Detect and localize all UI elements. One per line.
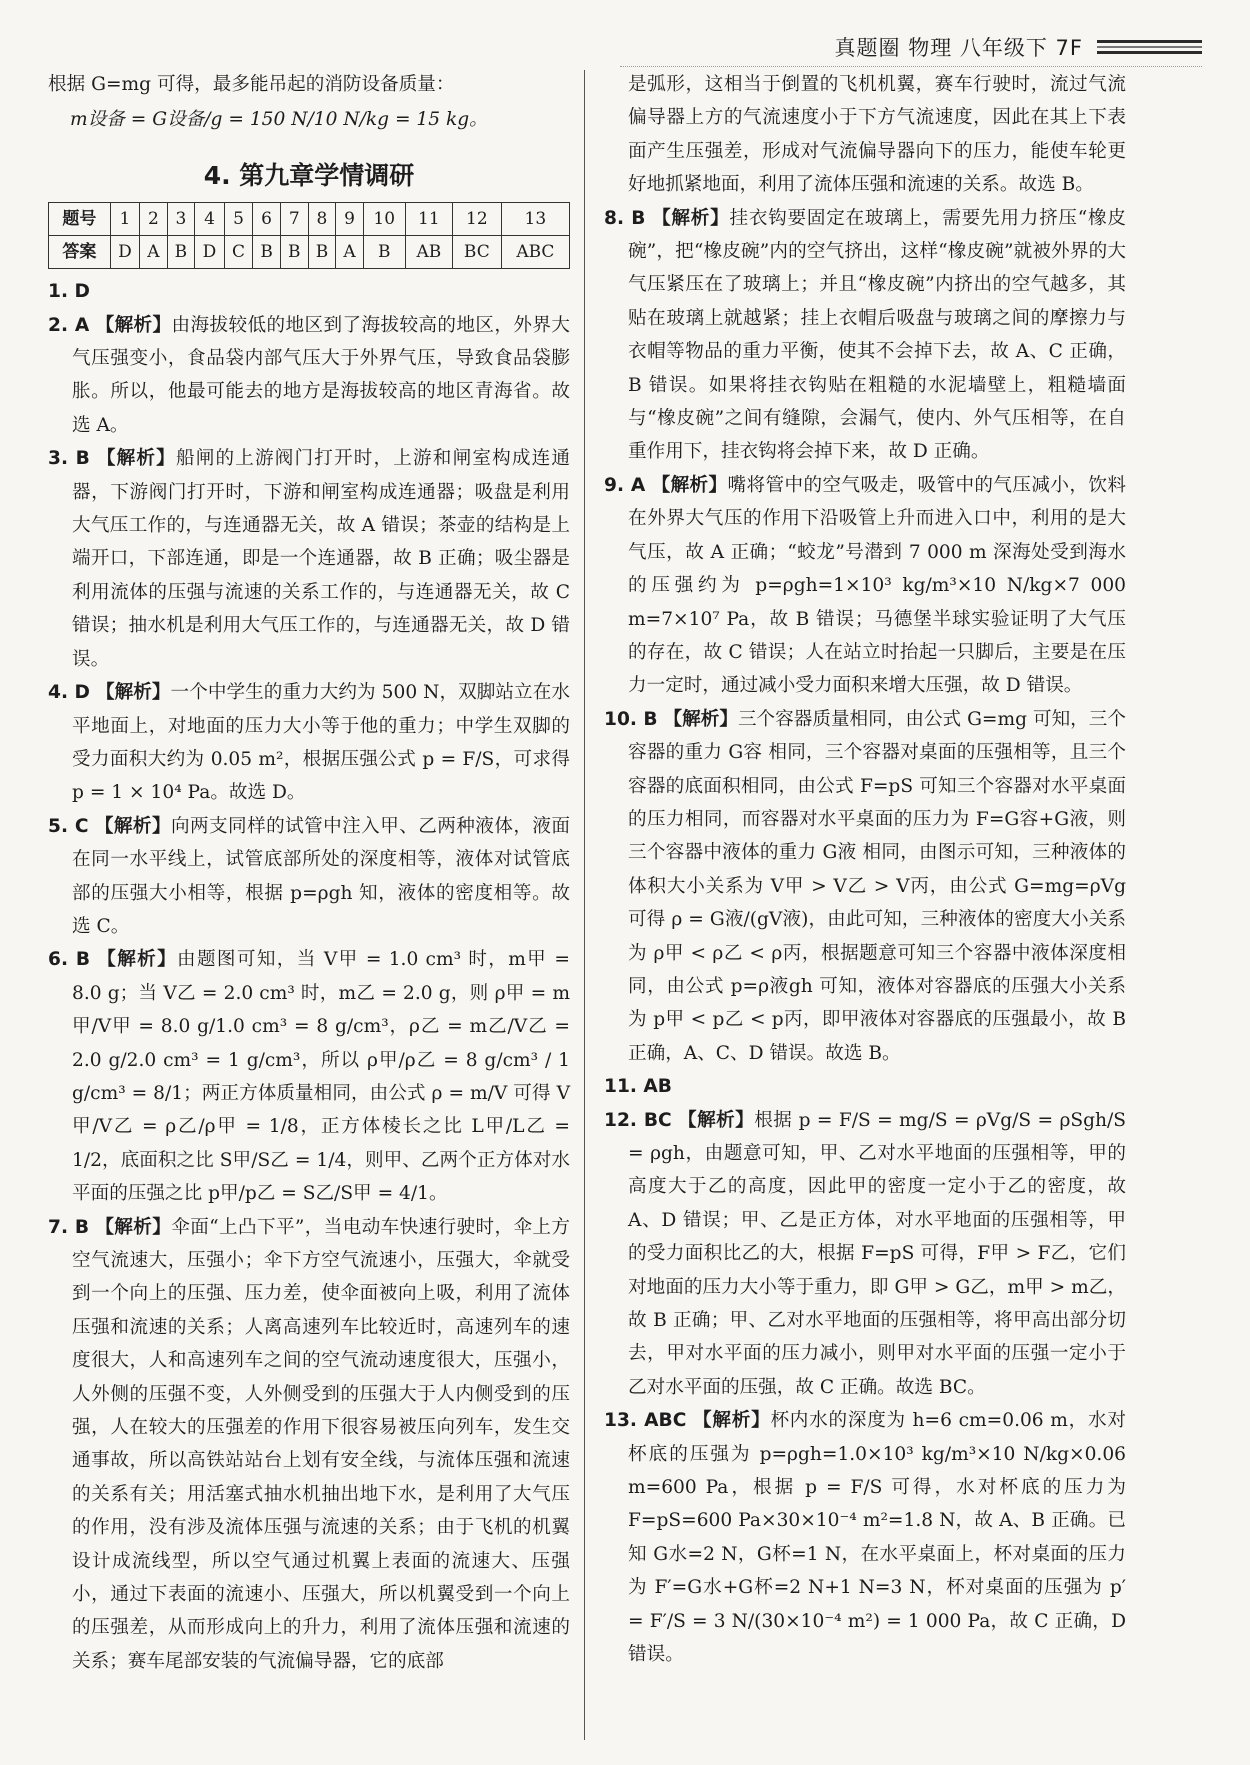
analysis-tag: 【解析】 <box>678 1109 755 1131</box>
question-number: 8. B <box>604 207 646 229</box>
question-number: 12. BC <box>604 1109 672 1131</box>
analysis-text: 向两支同样的试管中注入甲、乙两种液体，液面在同一水平线上，试管底部所处的深度相等，液体对试管底部的压强大小相等，根据 p=ρgh 知，液体的密度相等。故选 C。 <box>72 815 570 937</box>
answer-13 <box>604 1404 1126 1671</box>
page-header <box>620 30 1202 64</box>
header-rule <box>620 66 1202 67</box>
table-cell: 12 <box>452 203 501 236</box>
table-cell: B <box>253 236 281 269</box>
table-cell: A <box>140 236 167 269</box>
table-cell: D <box>110 236 140 269</box>
table-cell: 13 <box>501 203 569 236</box>
answer-6 <box>48 943 570 1210</box>
table-cell: 3 <box>167 203 195 236</box>
table-cell: 4 <box>195 203 225 236</box>
answer-12 <box>604 1104 1126 1405</box>
table-cell: D <box>195 236 225 269</box>
analysis-tag: 【解析】 <box>96 448 176 470</box>
table-cell: AB <box>405 236 452 269</box>
table-row-numbers <box>49 203 570 236</box>
answer-1: 1. D <box>48 281 90 303</box>
table-cell: 10 <box>363 203 405 236</box>
left-column <box>48 68 570 1678</box>
answer-8 <box>604 202 1126 469</box>
table-cell: C <box>224 236 253 269</box>
table-header-number: 题号 <box>49 203 111 236</box>
answer-4 <box>48 676 570 810</box>
analysis-text: 杯内水的深度为 h=6 cm=0.06 m，水对杯底的压强为 p=ρgh=1.0×10³ kg/m³×10 N/kg×0.06 m=600 Pa，根据 p = F/S 可得，水对杯底的压力为 F=pS=600 Pa×30×10⁻⁴ m²=1.8 N，故 A、B 正确。已知 G水=2 N，G杯=1 N，在水平桌面上，杯对桌面的压力为 F′=G水+G杯=2 N+1 N=3 N，杯对桌面的压强为 p′ = F′/S = 3 N/(30×10⁻⁴ m²) = 1 000 Pa，故 C 正确，D 错误。 <box>628 1410 1126 1666</box>
table-cell: 1 <box>110 203 140 236</box>
table-cell: ABC <box>501 236 569 269</box>
question-number: 4. D <box>48 682 90 704</box>
mass-formula: m设备 = G设备/g = 150 N/10 N/kg = 15 kg。 <box>70 109 488 131</box>
table-cell: B <box>167 236 195 269</box>
question-number: 10. B <box>604 708 658 730</box>
analysis-tag: 【解析】 <box>663 708 738 730</box>
answer-9 <box>604 469 1126 703</box>
answer-7 <box>48 1211 570 1679</box>
question-number: 6. B <box>48 949 90 971</box>
table-row-answers <box>49 236 570 269</box>
table-cell: 9 <box>336 203 363 236</box>
table-cell: 6 <box>253 203 281 236</box>
table-cell: B <box>308 236 336 269</box>
analysis-text: 船闸的上游阀门打开时，上游和闸室构成连通器，下游阀门打开时，下游和闸室构成连通器；吸盘是利用大气压工作的，与连通器无关，故 A 错误；茶壶的结构是上端开口，下部连通，即是一个连通器，故 B 正确；吸尘器是利用流体的压强与流速的关系工作的，与连通器无关，故 C 错误；抽水机是利用大气压工作的，与连通器无关，故 D 错误。 <box>72 448 570 670</box>
analysis-tag: 【解析】 <box>95 314 172 336</box>
question-number: 13. ABC <box>604 1410 687 1432</box>
answer-2 <box>48 309 570 443</box>
table-cell: 11 <box>405 203 452 236</box>
right-column <box>604 68 1126 1672</box>
header-bars-decoration <box>1097 37 1202 57</box>
analysis-text: 由海拔较低的地区到了海拔较高的地区，外界大气压强变小，食品袋内部气压大于外界气压，导致食品袋膨胀。所以，他最可能去的地方是海拔较高的地区青海省。故选 A。 <box>72 314 570 436</box>
analysis-text: 三个容器质量相同，由公式 G=mg 可知，三个容器的重力 G容 相同，三个容器对桌面的压强相等，且三个容器的底面积相同，由公式 F=pS 可知三个容器对水平桌面的压力相同，而容器对水平桌面的压力为 F=G容+G液，则三个容器中液体的重力 G液 相同，由图示可知，三种液体的体积大小关系为 V甲 > V乙 > V丙，由公式 G=mg=ρVg 可得 ρ = G液/(gV液)，由此可知，三种液体的密度大小关系为 ρ甲 < ρ乙 < ρ丙，根据题意可知三个容器中液体深度相同，由公式 p=ρ液gh 可知，液体对容器底的压强大小关系为 p甲 < p乙 < p丙，即甲液体对容器底的压强最小，故 B 正确，A、C、D 错误。故选 B。 <box>628 708 1126 1064</box>
answer-table <box>48 202 570 269</box>
answer-7-continued: 是弧形，这相当于倒置的飞机机翼，赛车行驶时，流过气流偏导器上方的气流速度小于下方气流速度，因此在其上下表面产生压强差，形成对气流偏导器向下的压力，能使车轮更好地抓紧地面，利用了流体压强和流速的关系。故选 B。 <box>628 74 1126 196</box>
question-number: 5. C <box>48 815 89 837</box>
analysis-text: 根据 p = F/S = mg/S = ρVg/S = ρSgh/S = ρgh，由题意可知，甲、乙对水平地面的压强相等，甲的高度大于乙的高度，因此甲的密度一定小于乙的密度，故 A、D 错误；甲、乙是正方体，对水平地面的压强相等，甲的受力面积比乙的大，根据 F=pS 可得，F甲 > F乙，它们对地面的压力大小等于重力，即 G甲 > G乙，m甲 > m乙，故 B 正确；甲、乙对水平地面的压强相等，将甲高出部分切去，甲对水平面的压力减小，则甲对水平面的压强一定小于乙对水平面的压强，故 C 正确。故选 BC。 <box>628 1109 1126 1398</box>
analysis-text: 一个中学生的重力大约为 500 N，双脚站立在水平地面上，对地面的压力大小等于他的重力；中学生双脚的受力面积大约为 0.05 m²，根据压强公式 p = F/S，可求得 p = 1 × 10⁴ Pa。故选 D。 <box>72 682 570 804</box>
analysis-tag: 【解析】 <box>97 949 178 971</box>
column-divider <box>584 70 585 1740</box>
table-cell: B <box>363 236 405 269</box>
question-number: 9. A <box>604 474 646 496</box>
section-title: 4. 第九章学情调研 <box>203 160 415 190</box>
analysis-text: 伞面“上凸下平”，当电动车快速行驶时，伞上方空气流速大，压强小；伞下方空气流速小，压强大，伞就受到一个向上的压强、压力差，使伞面被向上吸，利用了流体压强和流速的关系；人离高速列车比较近时，高速列车的速度很大，人和高速列车之间的空气流动速度很大，压强小，人外侧的压强不变，人外侧受到的压强大于人内侧受到的压强，人在较大的压强差的作用下很容易被压向列车，发生交通事故，所以高铁站站台上划有安全线，与流体压强和流速的关系有关；用活塞式抽水机抽出地下水，是利用了大气压的作用，没有涉及流体压强与流速的关系；由于飞机的机翼设计成流线型，所以空气通过机翼上表面的流速大、压强小，通过下表面的流速小、压强大，所以机翼受到一个向上的压强差，从而形成向上的升力，利用了流体压强和流速的关系；赛车尾部安装的气流偏导器，它的底部 <box>72 1216 570 1672</box>
table-cell: A <box>336 236 363 269</box>
analysis-tag: 【解析】 <box>651 474 728 496</box>
question-number: 3. B <box>48 448 90 470</box>
analysis-text: 嘴将管中的空气吸走，吸管中的气压减小，饮料在外界大气压的作用下沿吸管上升而进入口中，利用的是大气压，故 A 正确；“蛟龙”号潜到 7 000 m 深海处受到海水的压强约为 p=ρgh=1×10³ kg/m³×10 N/kg×7 000 m=7×10⁷ Pa，故 B 错误；马德堡半球实验证明了大气压的存在，故 C 错误；人在站立时抬起一只脚后，主要是在压力一定时，通过减小受力面积来增大压强，故 D 错误。 <box>628 474 1126 697</box>
question-number: 2. A <box>48 314 90 336</box>
analysis-tag: 【解析】 <box>693 1410 771 1432</box>
analysis-text: 挂衣钩要固定在玻璃上，需要先用力挤压“橡皮碗”，把“橡皮碗”内的空气挤出，这样“橡皮碗”就被外界的大气压紧压在了玻璃上；并且“橡皮碗”内挤出的空气越多，其贴在玻璃上就越紧；挂上衣帽后吸盘与玻璃之间的摩擦力与衣帽等物品的重力平衡，使其不会掉下去，故 A、C 正确，B 错误。如果将挂衣钩贴在粗糙的水泥墙壁上，粗糙墙面与“橡皮碗”之间有缝隙，会漏气，使内、外气压相等，在自重作用下，挂衣钩将会掉下来，故 D 正确。 <box>628 207 1126 463</box>
analysis-text: 由题图可知，当 V甲 = 1.0 cm³ 时，m甲 = 8.0 g；当 V乙 = 2.0 cm³ 时，m乙 = 2.0 g，则 ρ甲 = m甲/V甲 = 8.0 g/1.0 cm³ = 8 g/cm³，ρ乙 = m乙/V乙 = 2.0 g/2.0 cm³ = 1 g/cm³，所以 ρ甲/ρ乙 = 8 g/cm³ / 1 g/cm³ = 8/1；两正方体质量相同，由公式 ρ = m/V 可得 V甲/V乙 = ρ乙/ρ甲 = 1/8，正方体棱长之比 L甲/L乙 = 1/2，底面积之比 S甲/S乙 = 1/4，则甲、乙两个正方体对水平面的压强之比 p甲/p乙 = S乙/S甲 = 4/1。 <box>72 949 570 1205</box>
analysis-tag: 【解析】 <box>94 815 171 837</box>
table-cell: 5 <box>224 203 253 236</box>
answer-10 <box>604 703 1126 1070</box>
header-title: 真题圈 物理 八年级下 7F <box>834 36 1083 60</box>
table-cell: 8 <box>308 203 336 236</box>
intro-line: 根据 G=mg 可得，最多能吊起的消防设备质量： <box>48 74 455 95</box>
table-cell: B <box>280 236 308 269</box>
question-number: 7. B <box>48 1216 90 1238</box>
analysis-tag: 【解析】 <box>95 1216 172 1238</box>
table-cell: 2 <box>140 203 167 236</box>
answer-3 <box>48 442 570 676</box>
analysis-tag: 【解析】 <box>95 682 171 704</box>
table-cell: 7 <box>280 203 308 236</box>
analysis-tag: 【解析】 <box>652 207 730 229</box>
answer-11: 11. AB <box>604 1076 672 1098</box>
answer-5 <box>48 810 570 944</box>
table-header-answer: 答案 <box>49 236 111 269</box>
table-cell: BC <box>452 236 501 269</box>
